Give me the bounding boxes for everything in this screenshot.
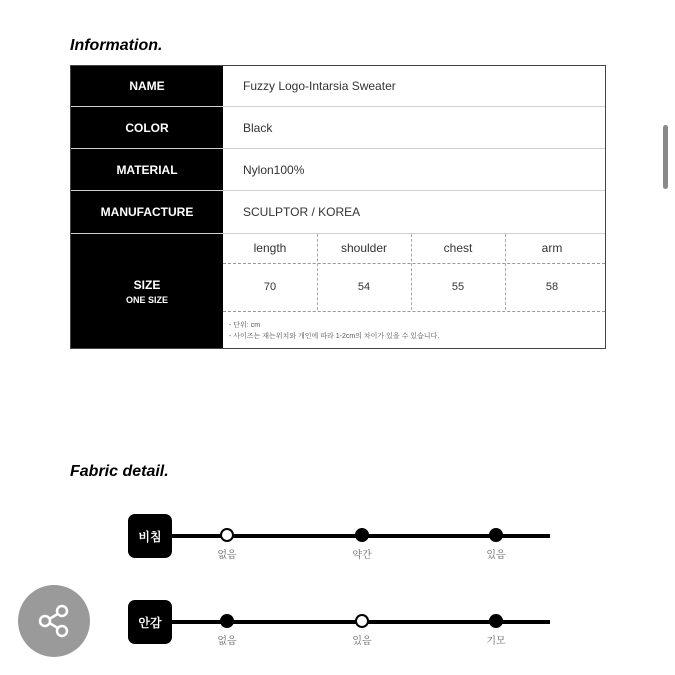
scrollbar-thumb[interactable]: [663, 125, 668, 189]
fabric-point-label: 없음: [217, 636, 237, 647]
fabric-point: [355, 528, 369, 542]
fabric-point-label: 있음: [352, 636, 372, 647]
fabric-row-sheerness: [128, 514, 558, 574]
fabric-label-lining: 안감: [128, 600, 172, 644]
fabric-label-sheerness: 비침: [128, 514, 172, 558]
fabric-point: [355, 614, 369, 628]
fabric-row-lining: [128, 600, 558, 660]
fabric-point-label: 약간: [352, 550, 372, 561]
share-icon: [32, 599, 76, 643]
size-header-chest: chest: [443, 241, 473, 255]
size-value-length: 70: [263, 281, 277, 293]
table-row-manufacture: [71, 191, 605, 234]
size-sublabel: ONE SIZE: [125, 294, 168, 305]
size-note-unit: - 단위: cm: [229, 322, 261, 329]
table-row-material: [71, 149, 605, 191]
name-value: Fuzzy Logo-Intarsia Sweater: [243, 79, 396, 93]
size-grid: [223, 234, 605, 348]
information-title: Information.: [70, 37, 163, 54]
size-label-cell: [71, 234, 223, 348]
size-notes: [229, 320, 439, 342]
size-header-length: length: [253, 241, 287, 255]
size-value-arm: 58: [545, 281, 559, 293]
material-label: MATERIAL: [71, 149, 223, 190]
fabric-point: [489, 528, 503, 542]
fabric-point: [220, 528, 234, 542]
fabric-detail-title: Fabric detail.: [70, 463, 169, 480]
manufacture-label: MANUFACTURE: [71, 191, 223, 233]
table-row-name: [71, 66, 605, 107]
size-divider: [223, 311, 605, 312]
size-value-chest: 55: [451, 281, 465, 293]
size-value-shoulder: 54: [357, 281, 371, 293]
fabric-point: [489, 614, 503, 628]
fabric-point-label: 기모: [486, 636, 506, 647]
share-button[interactable]: [18, 585, 90, 657]
table-row-size: [71, 234, 605, 348]
color-value: Black: [243, 120, 273, 135]
fabric-point: [220, 614, 234, 628]
table-row-color: [71, 107, 605, 149]
color-label: COLOR: [71, 107, 223, 148]
name-label: NAME: [71, 66, 223, 106]
size-label: SIZE: [133, 277, 161, 292]
manufacture-value: SCULPTOR / KOREA: [243, 205, 361, 219]
size-note-tolerance: - 사이즈는 재는위치와 개인에 따라 1-2cm의 차이가 있을 수 있습니다.: [229, 333, 440, 340]
size-header-shoulder: shoulder: [340, 241, 388, 255]
information-table: [70, 65, 606, 349]
fabric-point-label: 없음: [217, 550, 237, 561]
material-value: Nylon100%: [243, 162, 305, 177]
size-header-arm: arm: [541, 241, 563, 255]
fabric-point-label: 있음: [486, 550, 506, 561]
